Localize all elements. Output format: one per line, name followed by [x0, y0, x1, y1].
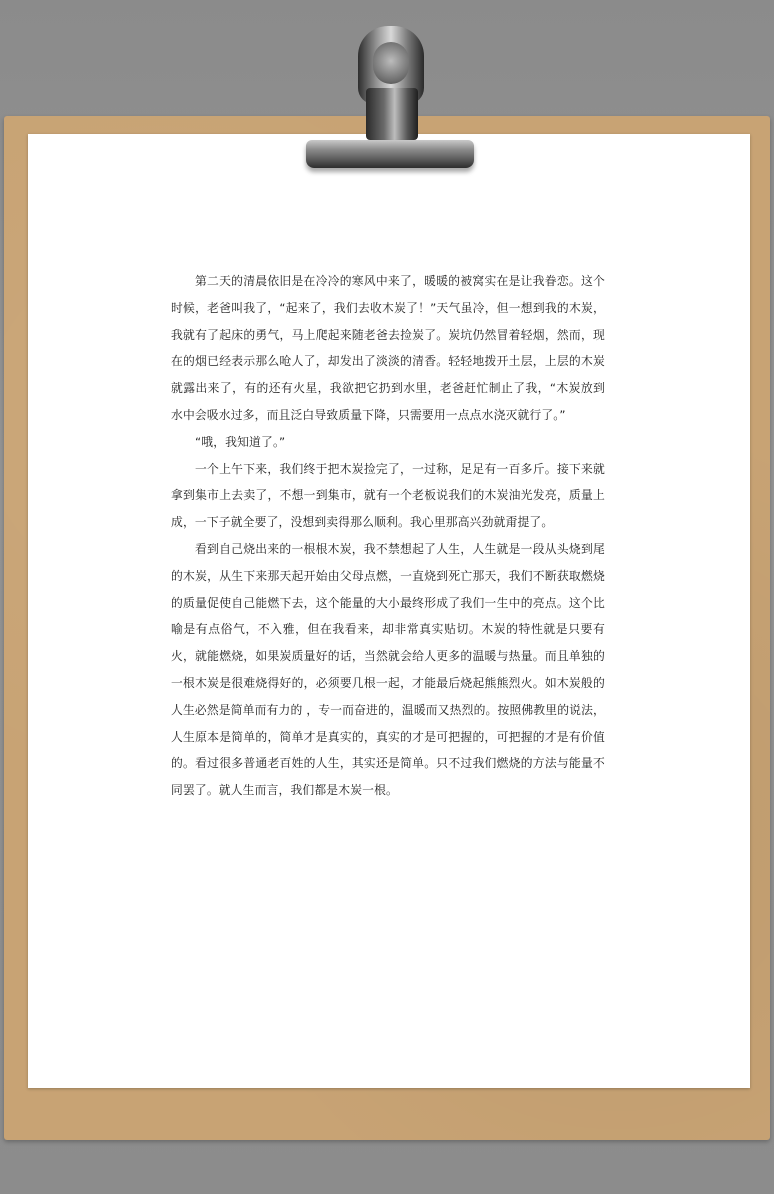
paragraph: 一个上午下来，我们终于把木炭捡完了，一过称，足足有一百多斤。接下来就拿到集市上去卖了，不想一到集市，就有一个老板说我们的木炭油光发亮，质量上成，一下子就全要了，没想到卖得那么顺利。我心里那高兴劲就甭提了。 — [171, 461, 605, 530]
paragraph: 看到自己烧出来的一根根木炭，我不禁想起了人生，人生就是一段从头烧到尾的木炭，从生下来那天起开始由父母点燃，一直烧到死亡那天，我们不断获取燃烧的质量促使自己能燃下去，这个能量的大小最终形成了我们一生中的亮点。这个比喻是有点俗气，不入雅，但在我看来，却非常真实贴切。木炭的特性就是只要有火，就能燃烧，如果炭质量好的话，当然就会给人更多的温暖与热量。而且单独的一根木炭是很难烧得好的，必须要几根一起，才能最后烧起熊熊烈火。如木炭般的人生必然是简单而有力的 ，专一而奋进的，温暖而又热烈的。按照佛教里的说法，人生原本是简单的，简单才是真实的，真实的才是可把握的，可把握的才是有价值的。看过很多普通老百姓的人生，其实还是简单。只不过我们燃烧的方法与能量不同罢了。就人生而言，我们都是木炭一根。 — [171, 541, 605, 798]
paragraph: “哦，我知道了。” — [195, 434, 286, 449]
paragraph: 第二天的清晨依旧是在冷冷的寒风中来了，暖暖的被窝实在是让我眷恋。这个时候，老爸叫我了，“起来了，我们去收木炭了！”天气虽冷，但一想到我的木炭，我就有了起床的勇气，马上爬起来随老爸去捡炭了。炭坑仍然冒着轻烟，然而，现在的烟已经表示那么呛人了，却发出了淡淡的清香。轻轻地拨开土层，上层的木炭就露出来了，有的还有火星，我欲把它扔到水里，老爸赶忙制止了我，“木炭放到水中会吸水过多，而且泛白导致质量下降，只需要用一点点水浇灭就行了。” — [171, 274, 605, 422]
article-body — [171, 268, 605, 804]
